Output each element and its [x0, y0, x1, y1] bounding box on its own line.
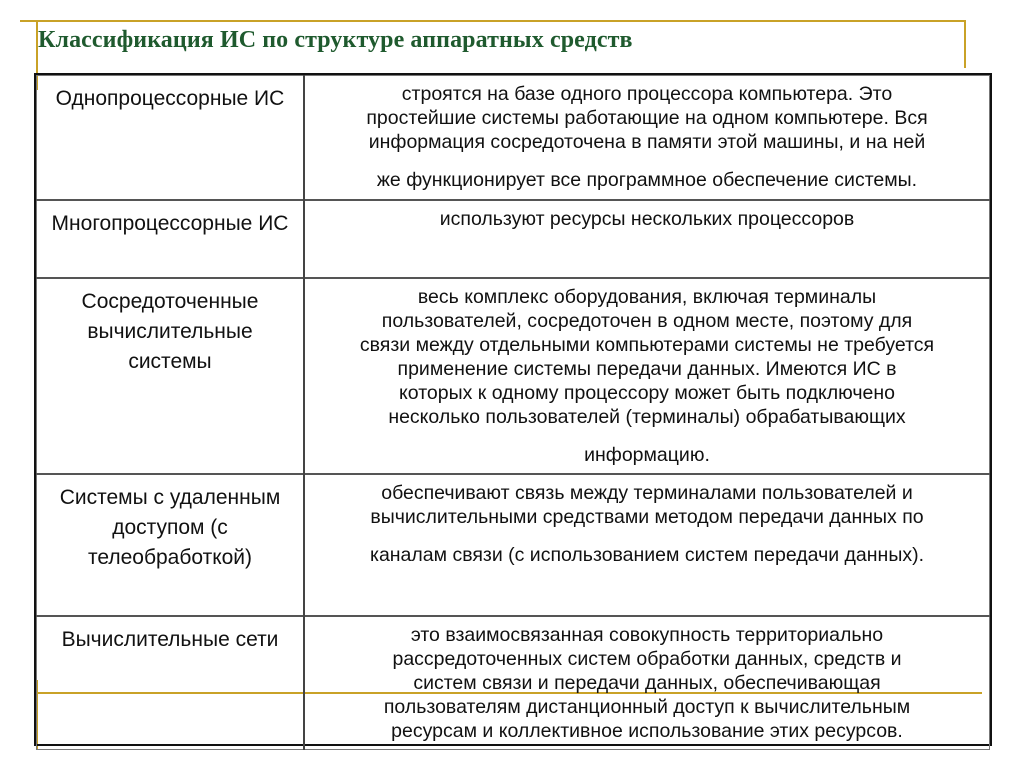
classification-table [34, 73, 992, 746]
decorative-line-top [20, 20, 966, 22]
description-line: информация сосредоточена в памяти этой машины, и на ней [368, 131, 926, 153]
table-row [37, 278, 990, 474]
description-line: простейшие системы работающие на одном компьютере. Вся [366, 107, 928, 129]
term-cell: Системы с удаленным доступом (с телеобработкой) [37, 474, 305, 616]
description-line: обеспечивают связь между терминалами пользователей и [381, 481, 913, 504]
description-cell [304, 278, 990, 474]
description-line: вычислительными средствами методом передачи данных по [370, 505, 924, 528]
description-line: связи между отдельными компьютерами системы не требуется [359, 333, 935, 356]
term-cell: Сосредоточенные вычислительные системы [37, 278, 305, 474]
description-line: каналам связи (с использованием систем передачи данных). [369, 543, 924, 566]
description-cell [304, 474, 990, 616]
description-line: рассредоточенных систем обработки данных, средств и [392, 647, 902, 670]
description-line: информацию. [584, 443, 710, 466]
term-cell: Вычислительные сети [37, 616, 305, 750]
description-cell [304, 616, 990, 750]
description-line: которых к одному процессору может быть подключено [399, 381, 895, 404]
table-row [37, 200, 990, 278]
description-line: несколько пользователей (терминалы) обрабатывающих [388, 405, 906, 428]
table-row [37, 76, 990, 200]
term-cell: Многопроцессорные ИС [37, 200, 305, 278]
table-row [37, 474, 990, 616]
description-cell [304, 200, 990, 278]
description-line: применение системы передачи данных. Имеются ИС в [397, 357, 897, 380]
description-line: весь комплекс оборудования, включая терминалы [417, 285, 877, 308]
slide-title: Классификация ИС по структуре аппаратных средств [38, 27, 633, 53]
description-cell [304, 76, 990, 200]
description-line: пользователей, сосредоточен в одном месте, поэтому для [381, 309, 913, 332]
term-cell: Однопроцессорные ИС [37, 76, 305, 200]
description-line: ресурсам и коллективное использование этих ресурсов. [391, 719, 903, 742]
description-line: используют ресурсы нескольких процессоров [439, 207, 855, 230]
description-line: пользователям дистанционный доступ к вычислительным [383, 695, 911, 718]
description-line: же функционирует все программное обеспечение системы. [376, 169, 918, 191]
description-line: строятся на базе одного процессора компьютера. Это [401, 83, 893, 105]
table-row [37, 616, 990, 750]
decorative-line-top-right [964, 20, 966, 68]
description-line: это взаимосвязанная совокупность территориально [410, 623, 884, 646]
description-line: систем связи и передачи данных, обеспечивающая [413, 671, 881, 694]
